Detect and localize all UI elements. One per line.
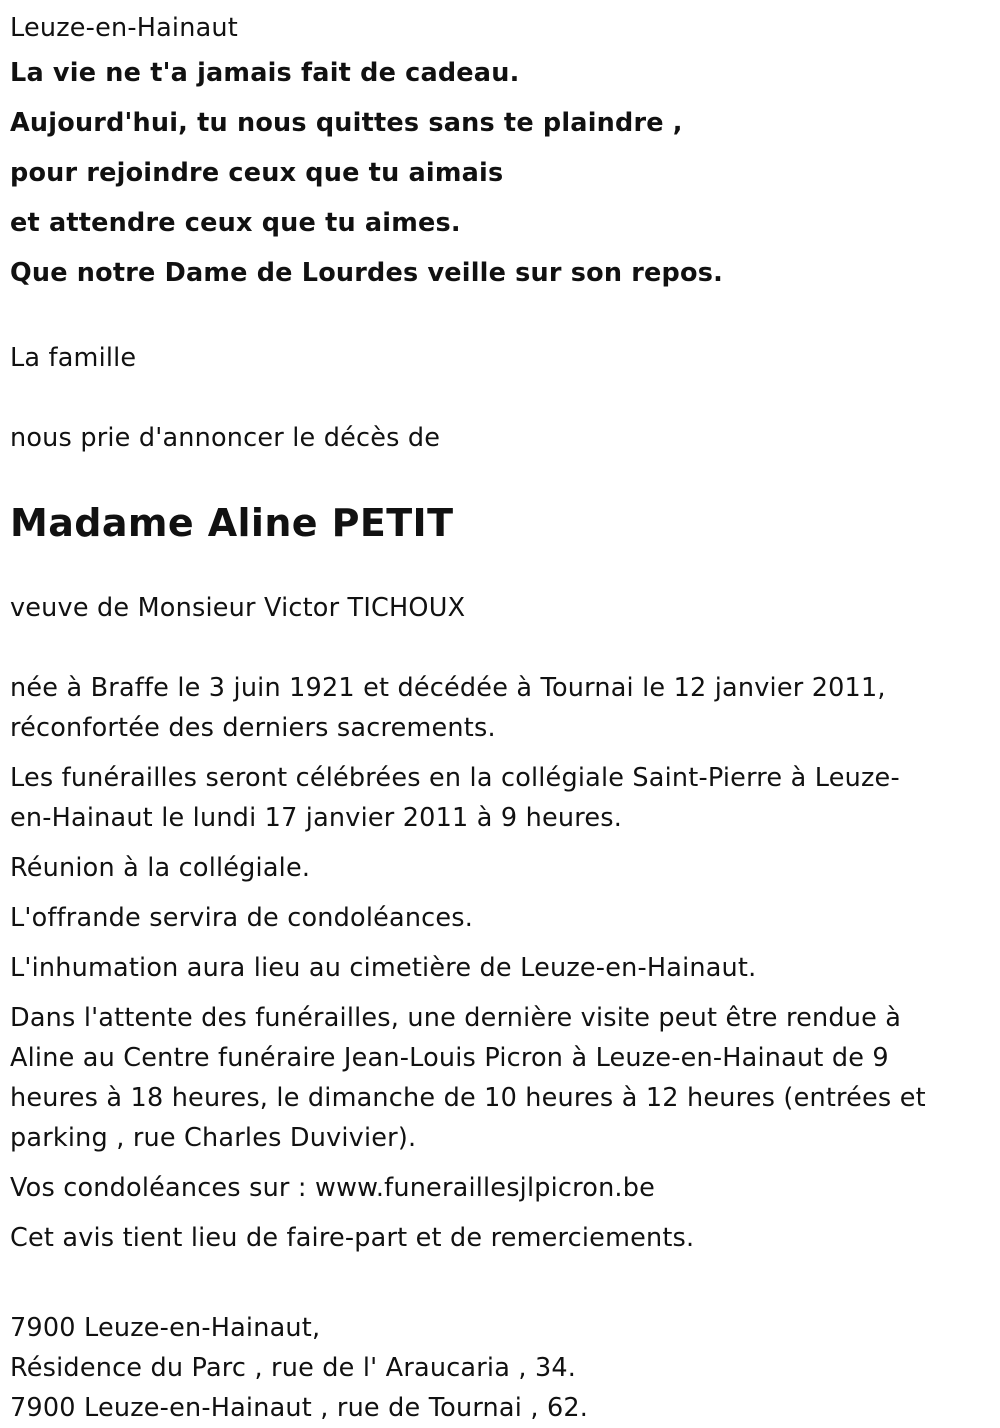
text-line: Aline au Centre funéraire Jean-Louis Picron à Leuze-en-Hainaut de 9 xyxy=(10,1043,889,1073)
birth-death-paragraph xyxy=(10,668,990,748)
poem-line: La vie ne t'a jamais fait de cadeau. xyxy=(10,58,520,88)
spacer xyxy=(10,298,990,338)
funeral-paragraph xyxy=(10,758,990,838)
text-line: Cet avis tient lieu de faire-part et de remerciements. xyxy=(10,1223,695,1253)
text-line: L'inhumation aura lieu au cimetière de Leuze-en-Hainaut. xyxy=(10,953,757,983)
header-place: Leuze-en-Hainaut xyxy=(10,13,238,43)
burial-paragraph xyxy=(10,948,990,988)
text-line: Dans l'attente des funérailles, une dernière visite peut être rendue à xyxy=(10,1003,902,1033)
notice-paragraph xyxy=(10,1218,990,1258)
spacer xyxy=(10,628,990,668)
visit-paragraph xyxy=(10,998,990,1158)
family-label: La famille xyxy=(10,343,137,373)
address-line: 7900 Leuze-en-Hainaut , rue de Tournai , 62. xyxy=(10,1393,589,1423)
spacer xyxy=(10,1268,990,1308)
text-line: Réunion à la collégiale. xyxy=(10,853,311,883)
offering-paragraph xyxy=(10,898,990,938)
spacer xyxy=(10,378,990,418)
spacer xyxy=(10,458,990,498)
meeting-paragraph xyxy=(10,848,990,888)
addresses xyxy=(10,1308,990,1428)
poem-line: Que notre Dame de Lourdes veille sur son repos. xyxy=(10,258,723,288)
spacer xyxy=(10,548,990,588)
poem-line: et attendre ceux que tu aimes. xyxy=(10,208,461,238)
address-line: Résidence du Parc , rue de l' Araucaria , 34. xyxy=(10,1353,577,1383)
poem xyxy=(10,48,990,298)
text-line: Les funérailles seront célébrées en la collégiale Saint-Pierre à Leuze- xyxy=(10,763,900,793)
condolences-text: Vos condoléances sur : www.funeraillesjlpicron.be xyxy=(10,1173,656,1203)
address-line: 7900 Leuze-en-Hainaut, xyxy=(10,1313,321,1343)
announcement-intro: nous prie d'annoncer le décès de xyxy=(10,423,441,453)
text-line: née à Braffe le 3 juin 1921 et décédée à Tournai le 12 janvier 2011, xyxy=(10,673,886,703)
text-line: parking , rue Charles Duvivier). xyxy=(10,1123,417,1153)
poem-line: pour rejoindre ceux que tu aimais xyxy=(10,158,504,188)
text-line: en-Hainaut le lundi 17 janvier 2011 à 9 heures. xyxy=(10,803,623,833)
deceased-name: Madame Aline PETIT xyxy=(10,501,454,545)
condolences-paragraph xyxy=(10,1168,990,1208)
text-line: L'offrande servira de condoléances. xyxy=(10,903,474,933)
text-line: heures à 18 heures, le dimanche de 10 heures à 12 heures (entrées et xyxy=(10,1083,926,1113)
text-line: réconfortée des derniers sacrements. xyxy=(10,713,496,743)
widow-of: veuve de Monsieur Victor TICHOUX xyxy=(10,593,466,623)
poem-line: Aujourd'hui, tu nous quittes sans te plaindre , xyxy=(10,108,683,138)
